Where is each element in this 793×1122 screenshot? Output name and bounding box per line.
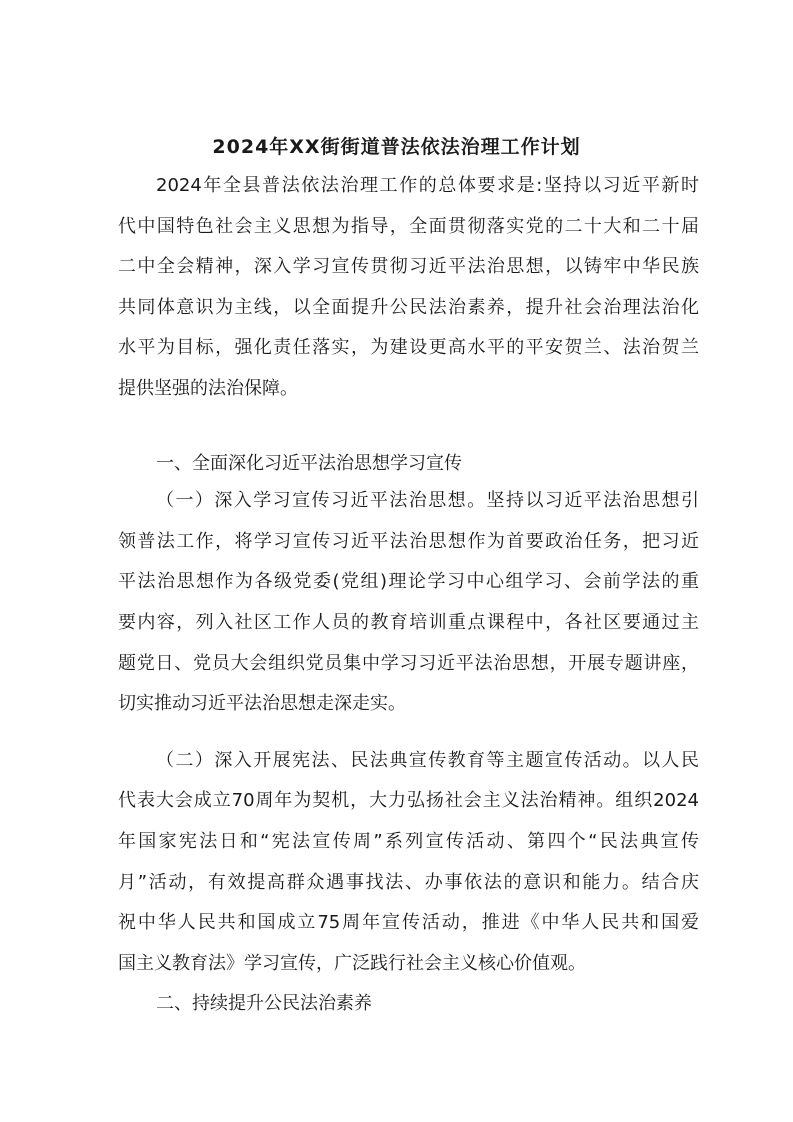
text-line: 切实推动习近平法治思想走深走实。	[118, 693, 406, 715]
document-body	[118, 166, 699, 1025]
subsection-paragraph-2	[118, 741, 699, 985]
text-line: 领普法工作，将学习宣传习近平法治思想作为首要政治任务，把习近	[118, 530, 699, 552]
section-heading-1	[118, 444, 699, 485]
text-line: 共同体意识为主线，以全面提升公民法治素养，提升社会治理法治化	[118, 296, 699, 318]
intro-paragraph	[118, 166, 699, 410]
text-line: 一、全面深化习近平法治思想学习宣传	[156, 452, 462, 474]
text-line: 二、持续提升公民法治素养	[156, 993, 372, 1015]
subsection-paragraph-1	[118, 481, 699, 725]
section-heading-2	[118, 984, 699, 1025]
text-line: 提供坚强的法治保障。	[118, 377, 298, 399]
text-line: 国主义教育法》学习宣传，广泛践行社会主义核心价值观。	[118, 952, 586, 974]
text-line: 月”活动，有效提高群众遇事找法、办事依法的意识和能力。结合庆	[118, 871, 699, 893]
text-line: 2024年全县普法依法治理工作的总体要求是:坚持以习近平新时	[156, 175, 699, 196]
text-line: 代表大会成立70周年为契机，大力弘扬社会主义法治精神。组织2024	[118, 790, 699, 812]
text-line: 祝中华人民共和国成立75周年宣传活动，推进《中华人民共和国爱	[118, 912, 699, 934]
text-line: 要内容，列入社区工作人员的教育培训重点课程中，各社区要通过主	[118, 611, 699, 633]
text-line: 代中国特色社会主义思想为指导，全面贯彻落实党的二十大和二十届	[118, 215, 699, 237]
text-line: 年国家宪法日和“宪法宣传周”系列宣传活动、第四个“民法典宣传	[118, 830, 699, 852]
text-line: （一）深入学习宣传习近平法治思想。坚持以习近平法治思想引	[156, 490, 699, 512]
text-line: 水平为目标，强化责任落实，为建设更高水平的平安贺兰、法治贺兰	[118, 337, 699, 359]
text-line: 平法治思想作为各级党委(党组)理论学习中心组学习、会前学法的重	[118, 571, 699, 593]
text-line: （二）深入开展宪法、民法典宣传教育等主题宣传活动。以人民	[156, 749, 699, 771]
document-title: 2024年XX街街道普法依法治理工作计划	[212, 136, 581, 158]
text-line: 题党日、党员大会组织党员集中学习习近平法治思想，开展专题讲座，	[118, 652, 699, 674]
text-line: 二中全会精神，深入学习宣传贯彻习近平法治思想，以铸牢中华民族	[118, 256, 699, 278]
